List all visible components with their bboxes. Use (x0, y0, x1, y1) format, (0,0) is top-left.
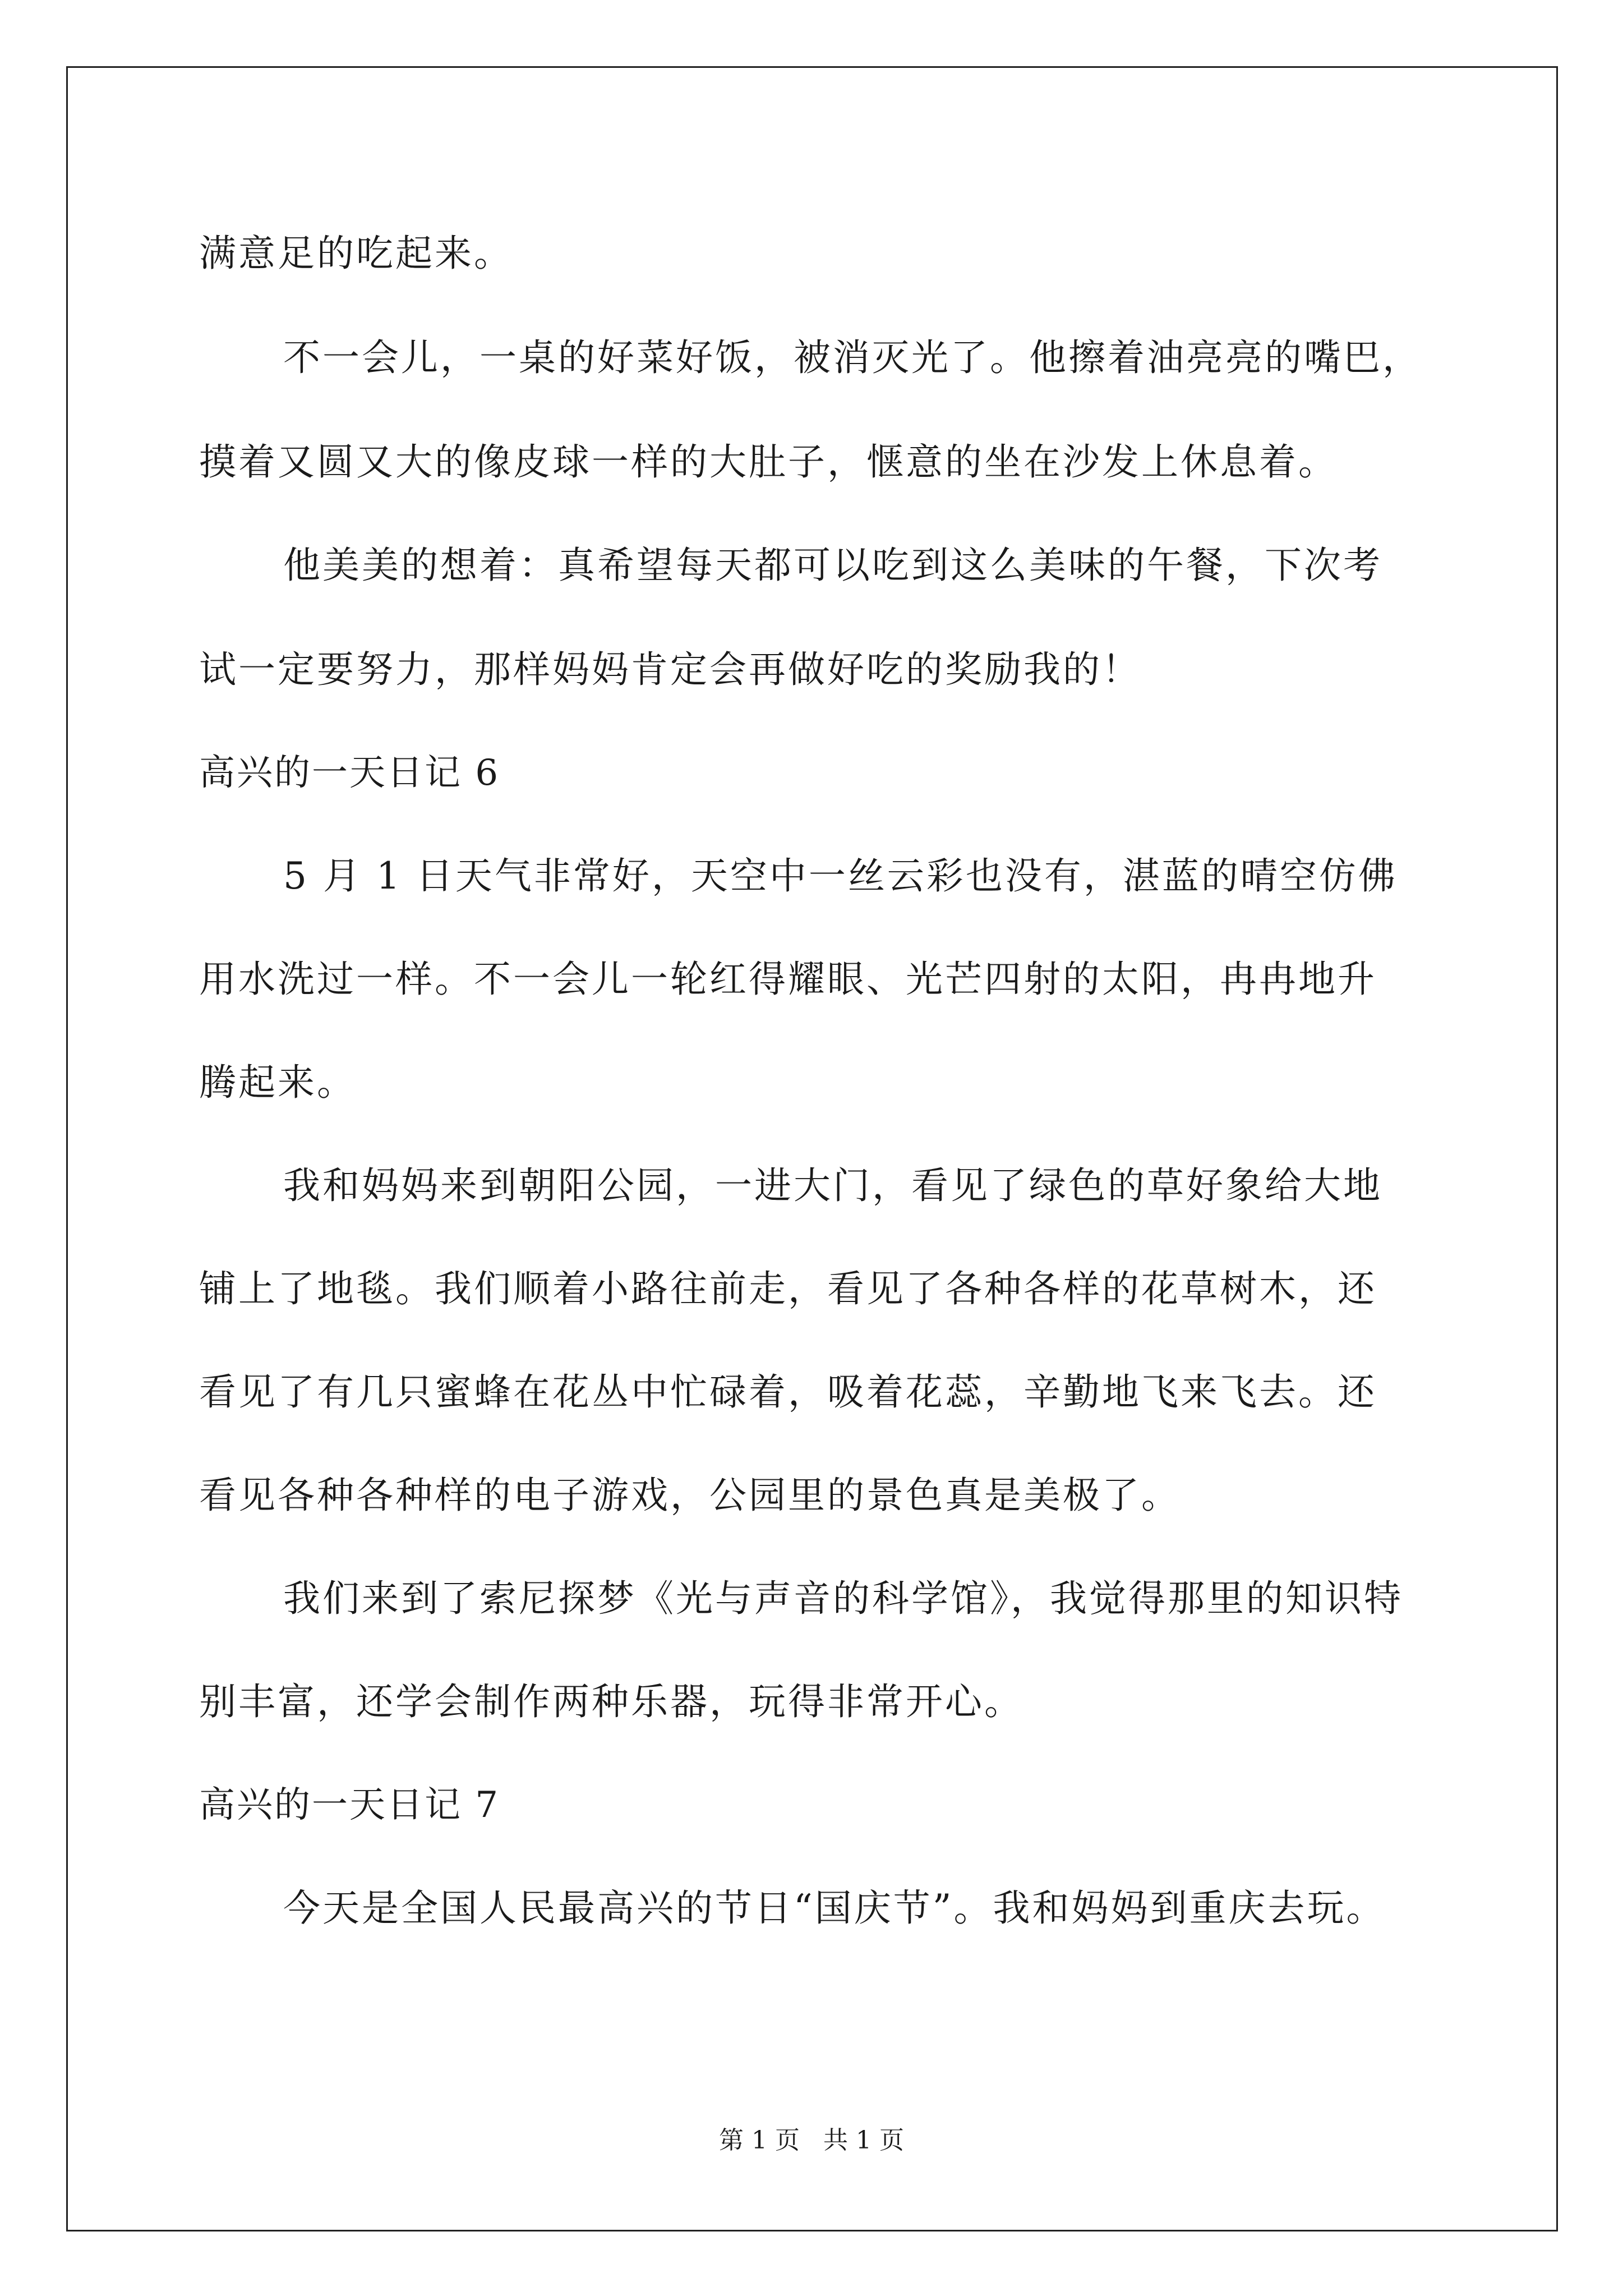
body-line: 看见了有几只蜜蜂在花丛中忙碌着，吸着花蕊，辛勤地飞来飞去。还 (199, 1370, 1377, 1414)
body-line: 满意足的吃起来。 (199, 232, 513, 275)
body-line: 不一会儿，一桌的好菜好饭，被消灭光了。他擦着油亮亮的嘴巴， (283, 336, 1422, 379)
body-line: 今天是全国人民最高兴的节日“国庆节”。我和妈妈到重庆去玩。 (283, 1887, 1386, 1930)
body-line: 腾起来。 (199, 1061, 356, 1104)
body-line: 我和妈妈来到朝阳公园，一进大门，看见了绿色的草好象给大地 (283, 1164, 1382, 1207)
page-total: 共 1 页 (823, 2126, 904, 2155)
body-line: 5 月 1 日天气非常好，天空中一丝云彩也没有，湛蓝的晴空仿佛 (283, 854, 1398, 898)
body-line: 别丰富，还学会制作两种乐器，玩得非常开心。 (199, 1680, 1023, 1723)
body-line: 看见各种各种样的电子游戏，公园里的景色真是美极了。 (199, 1474, 1181, 1517)
section-heading: 高兴的一天日记 6 (199, 752, 500, 794)
body-line: 我们来到了索尼探梦《光与声音的科学馆》，我觉得那里的知识特 (283, 1577, 1403, 1620)
body-line: 摸着又圆又大的像皮球一样的大肚子，惬意的坐在沙发上休息着。 (199, 440, 1338, 484)
body-line: 试一定要努力，那样妈妈肯定会再做好吃的奖励我的！ (199, 648, 1141, 691)
page-number: 第 1 页 (719, 2126, 800, 2155)
page-footer (0, 2125, 1623, 2156)
body-line: 他美美的想着：真希望每天都可以吃到这么美味的午餐，下次考 (283, 544, 1382, 587)
body-line: 用水洗过一样。不一会儿一轮红得耀眼、光芒四射的太阳，冉冉地升 (199, 958, 1377, 1001)
section-heading: 高兴的一天日记 7 (199, 1784, 500, 1826)
body-line: 铺上了地毯。我们顺着小路往前走，看见了各种各样的花草树木，还 (199, 1267, 1377, 1310)
